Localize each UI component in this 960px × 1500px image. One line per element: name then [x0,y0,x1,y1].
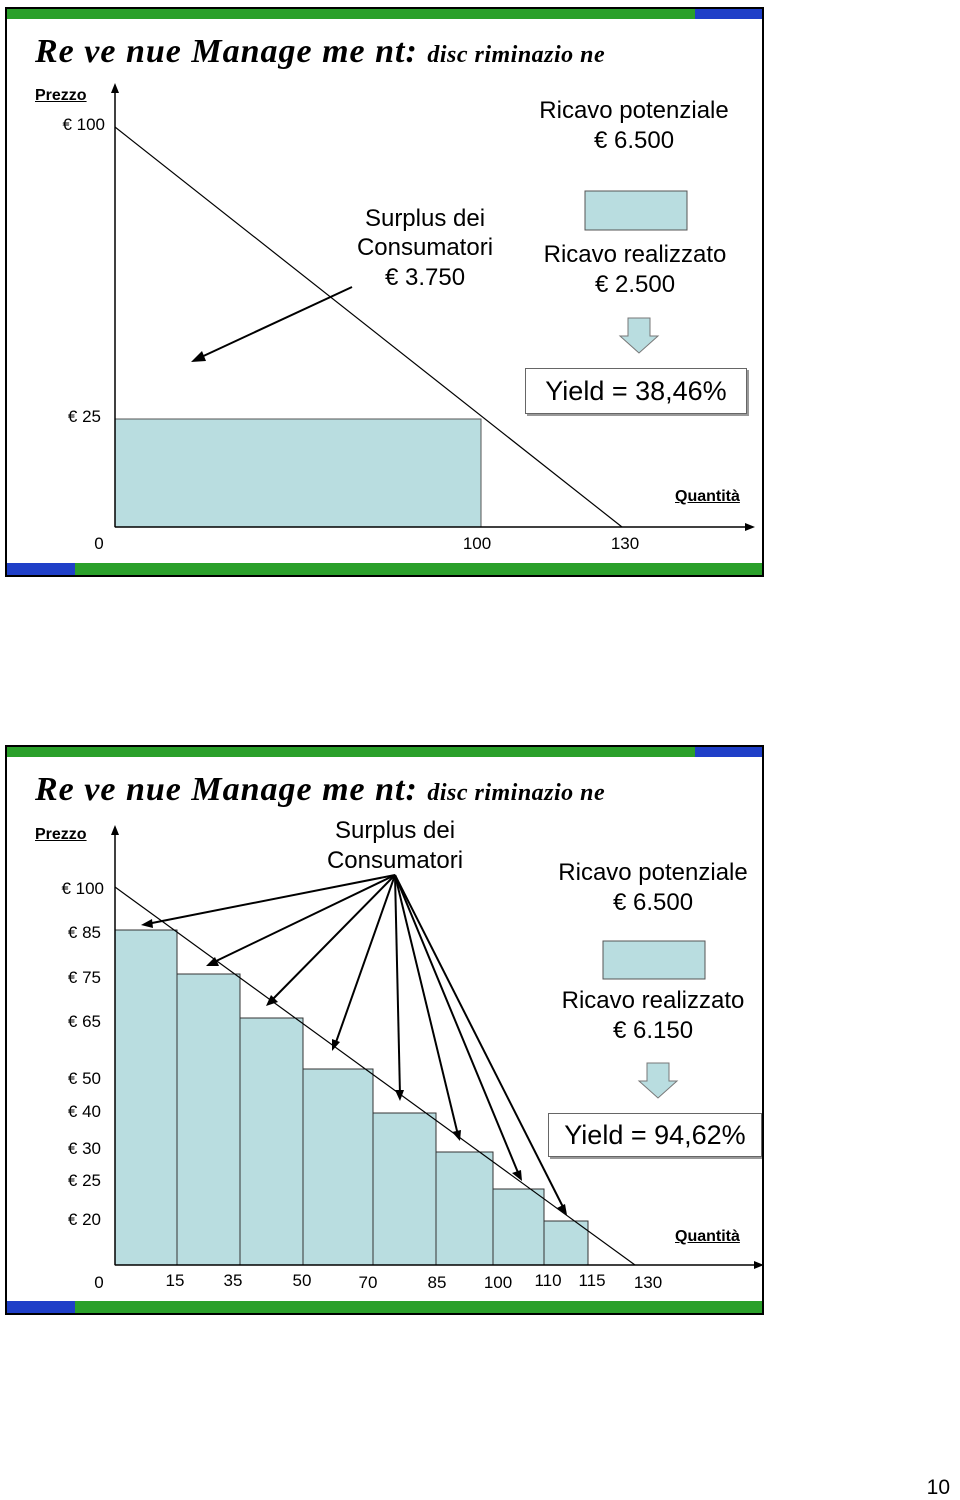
slide-single-price [5,7,764,577]
x-tick: 100 [483,1273,513,1292]
y-axis-arrowhead [111,825,119,835]
x-axis-label: Quantità [675,1228,740,1245]
realized-revenue-value: € 2.500 [594,271,676,298]
price-tier-bar [303,1069,373,1265]
title-main: Re ve nue Manage me nt: [35,33,418,70]
y-tick: € 75 [67,968,101,987]
y-tick: € 25 [67,407,101,426]
x-tick: 85 [427,1273,447,1292]
y-tick: € 50 [67,1069,101,1088]
y-tick: € 100 [62,115,105,134]
y-axis-label: Prezzo [35,826,87,843]
y-tick: € 40 [67,1102,101,1121]
x-tick: 115 [578,1271,606,1290]
y-tick: € 20 [67,1210,101,1229]
slide1-title [35,33,605,71]
legend-swatch [585,191,687,230]
potential-revenue-label: Ricavo potenziale [539,97,729,124]
title-sub: disc riminazio ne [427,42,606,68]
down-arrow-icon [620,318,658,353]
potential-revenue-label: Ricavo potenziale [558,859,748,886]
price-tier-bar [544,1221,588,1265]
y-axis-arrowhead [111,83,119,93]
x-tick: 110 [534,1271,562,1290]
price-tier-bar [493,1189,544,1265]
potential-revenue-value: € 6.500 [612,889,694,916]
x-tick: 15 [165,1271,185,1290]
yield-box [525,368,747,414]
top-green-bar [7,9,695,19]
x-axis-label: Quantità [675,488,740,505]
top-green-bar [7,747,695,757]
yield-value: Yield = 94,62% [564,1119,746,1150]
price-tier-bar [436,1152,493,1265]
realized-revenue-label: Ricavo realizzato [561,987,745,1014]
price-tier-bar [177,974,240,1265]
surplus-label: Surplus dei [364,205,486,232]
top-blue-bar [695,747,764,757]
realized-revenue-value: € 6.150 [612,1017,694,1044]
realized-revenue-label: Ricavo realizzato [543,241,727,268]
y-tick: € 100 [61,879,104,898]
x-tick: 130 [610,534,640,553]
y-tick: € 30 [67,1139,101,1158]
title-sub: disc riminazio ne [427,780,606,806]
bottom-green-bar [75,1301,764,1315]
price-tier-bar [115,930,177,1265]
y-tick: € 85 [67,923,101,942]
y-axis-label: Prezzo [35,87,87,104]
x-tick: 0 [94,1273,104,1292]
realized-revenue-area [115,419,481,527]
yield-box [548,1113,762,1157]
surplus-value: € 3.750 [384,264,466,291]
surplus-arrowhead [191,351,206,362]
title-main: Re ve nue Manage me nt: [35,771,418,808]
potential-revenue-value: € 6.500 [593,127,675,154]
x-tick: 35 [223,1271,243,1290]
x-axis-arrowhead [754,1261,764,1269]
bottom-blue-bar [7,1301,75,1315]
x-tick: 50 [292,1271,312,1290]
y-tick: € 25 [67,1171,101,1190]
slide-price-discrimination [5,745,764,1315]
x-tick: 70 [358,1273,378,1292]
x-tick: 0 [94,534,104,553]
down-arrow-icon [639,1063,677,1098]
bottom-green-bar [75,563,764,577]
surplus-label: Consumatori [326,847,464,874]
surplus-label: Consumatori [356,234,494,261]
page-number: 10 [926,1476,950,1499]
price-tier-bar [373,1113,436,1265]
x-axis-arrowhead [745,523,755,531]
surplus-label: Surplus dei [334,817,456,844]
top-blue-bar [695,9,764,19]
x-tick: 100 [462,534,492,553]
surplus-arrow-line [197,287,352,359]
bottom-blue-bar [7,563,75,577]
y-tick: € 65 [67,1012,101,1031]
slide2-title [35,771,605,809]
yield-value: Yield = 38,46% [545,375,727,406]
x-tick: 130 [633,1273,663,1292]
price-tier-bar [240,1018,303,1265]
legend-swatch [603,941,705,979]
